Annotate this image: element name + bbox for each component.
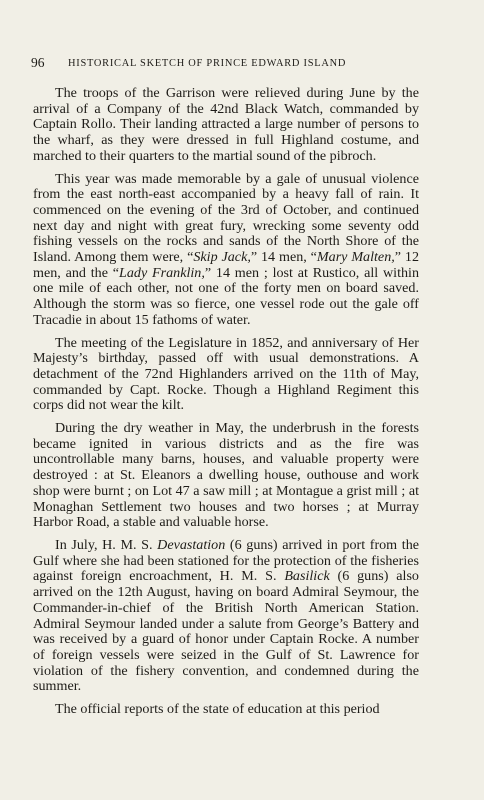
paragraph-fires: During the dry weather in May, the underbrush in the forests became ignited in various districts and as the fire was uncontrollable many barns, houses, and valuable property were destroyed : at St. Eleanors a dwelling house, outhouse and work shop were burnt ; on Lot 47 a saw mill ; at Montague a grist mill ; at Monaghan Settlement two houses and two horses ; at Murray Harbor Road, a stable and valuable horse. bbox=[33, 420, 419, 531]
navy-text-1: In July, H. M. S. bbox=[55, 536, 158, 553]
paragraph-legislature: The meeting of the Legislature in 1852, and anniversary of Her Majesty’s birthday, passed off with usual demonstrations. A detachment of the 72nd Highlanders arrived on the 11th of May, commanded by Capt. Rocke. Though a Highland Regiment this corps did not wear the kilt. bbox=[33, 334, 419, 414]
page-header bbox=[31, 54, 431, 72]
vessel-name-mary-malten: Mary Malten, bbox=[316, 249, 395, 266]
vessel-name-lady-franklin: Lady Franklin, bbox=[119, 264, 205, 281]
ship-name-basilick: Basilick bbox=[284, 568, 330, 585]
paragraph-education: The official reports of the state of education at this period bbox=[55, 701, 380, 718]
body-text bbox=[33, 86, 419, 718]
gale-text-4: ” 14 men ; lost at Rustico, all within one mile of each other, not one of the forty men on board saved. Although the storm was so fierce, one vessel rode out the gale off Tracadie in about 15 fathoms of water. bbox=[33, 264, 420, 328]
gale-text-1: This year was made memorable by a gale of unusual violence from the east north-east accompanied by a heavy fall of rain. It commenced on the evening of the 3rd of October, and continued next day and night with great fury, wrecking some seventy odd fishing vessels on the rocks and sands of the North Shore of the Island. Among them were, “ bbox=[33, 170, 419, 266]
running-head: HISTORICAL SKETCH OF PRINCE EDWARD ISLAND bbox=[68, 58, 347, 69]
page-number: 96 bbox=[31, 55, 45, 70]
navy-text-2: (6 guns) arrived in port from the Gulf where she had been stationed for the protection of the fisheries against foreign encroachment, H. M. S. bbox=[33, 536, 420, 585]
ship-name-devastation: Devastation bbox=[157, 536, 226, 553]
gale-text-2: ” 14 men, “ bbox=[250, 249, 317, 266]
paragraph-navy bbox=[33, 538, 419, 695]
paragraph-gale bbox=[33, 172, 419, 329]
navy-text-3: (6 guns) also arrived on the 12th August, having on board Admiral Seymour, the Commander-in-chief of the British North American Station. Admiral Seymour landed under a salute from George’s Battery and was received by a guard of honor under Captain Rocke. A number of foreign vessels were seized in the Gulf of St. Lawrence for violation of the fishery convention, and condemned during the summer. bbox=[33, 568, 419, 695]
vessel-name-skip-jack: Skip Jack, bbox=[193, 249, 251, 266]
gale-text-3: ” 12 men, and the “ bbox=[33, 249, 419, 281]
paragraph-garrison: The troops of the Garrison were relieved during June by the arrival of a Company of the 42nd Black Watch, commanded by Captain Rollo. Their landing attracted a large number of persons to the wharf, as they were dressed in full Highland costume, and marched to their quarters to the martial sound of the pibroch. bbox=[33, 85, 419, 164]
